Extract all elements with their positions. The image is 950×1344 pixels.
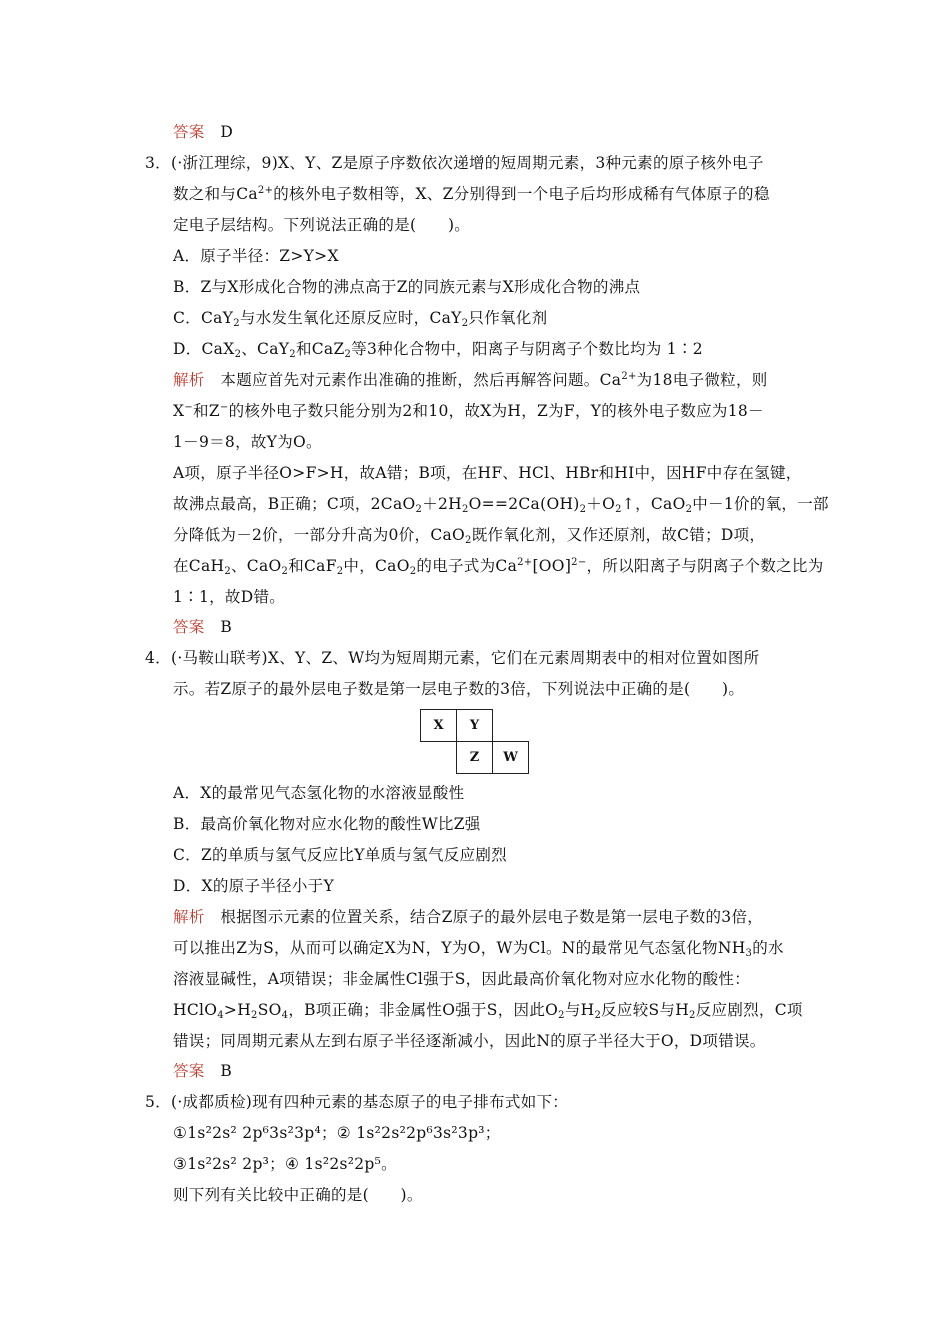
q4-solution-line-2: 可以推出Z为S，从而可以确定X为N，Y为O，W为Cl。N的最常见气态氢化物$NH_3$的水 — [173, 939, 784, 959]
q4-solution-line-1: 解析 根据图示元素的位置关系，结合Z原子的最外层电子数是第一层电子数的3倍， — [173, 908, 764, 926]
question-number: 4． — [145, 649, 171, 667]
cell-y: Y — [457, 710, 493, 742]
q5-config-line-1: ①1s²2s² 2p⁶3s²3p⁴；② 1s²2s²2p⁶3s²3p³； — [173, 1124, 501, 1142]
cell-z: Z — [457, 742, 493, 774]
answer-label: 答案 — [173, 1062, 205, 1080]
q3-solution-line-1: 解析 本题应首先对元素作出准确的推断，然后再解答问题。$Ca^{2+}$为18电子微粒，则 — [173, 371, 768, 389]
q3-option-c: C．CaY$_2$与水发生氧化还原反应时，CaY$_2$只作氧化剂 — [173, 309, 548, 329]
q3-solution-line-8: 1∶1，故D错。 — [173, 588, 286, 606]
q4-solution-line-5: 错误；同周期元素从左到右原子半径逐渐减小，因此N的原子半径大于O，D项错误。 — [173, 1032, 766, 1050]
q3-stem-line-1: 3．(·浙江理综，9)X、Y、Z是原子序数依次递增的短周期元素，3种元素的原子核外电子 — [145, 154, 764, 172]
q4-solution-line-3: 溶液显碱性，A项错误；非金属性Cl强于S，因此最高价氧化物对应水化物的酸性： — [173, 970, 751, 988]
question-number: 3． — [145, 154, 171, 172]
q4-option-b: B．最高价氧化物对应水化物的酸性W比Z强 — [173, 815, 481, 833]
answer-value: B — [220, 618, 233, 636]
periodic-table-fragment — [420, 709, 529, 774]
answer-value: D — [220, 123, 234, 141]
q4-option-d: D．X的原子半径小于Y — [173, 877, 334, 895]
q3-stem-line-3: 定电子层结构。下列说法正确的是( )。 — [173, 216, 471, 234]
q4-stem-line-1: 4．(·马鞍山联考)X、Y、Z、W均为短周期元素，它们在元素周期表中的相对位置如图所 — [145, 649, 760, 667]
q3-answer-line — [173, 616, 232, 638]
cell-empty — [493, 710, 529, 742]
cell-w: W — [493, 742, 529, 774]
q4-solution-line-4: $HClO_4>H_2SO_4$，B项正确；非金属性O强于S，因此$O_2$与$H_2$反应较S与$H_2$反应剧烈，C项 — [173, 1001, 803, 1021]
q5-stem-line-1: 5．(·成都质检)现有四种元素的基态原子的电子排布式如下： — [145, 1093, 569, 1111]
answer-label: 答案 — [173, 618, 205, 636]
question-number: 5． — [145, 1093, 171, 1111]
q3-solution-line-6: 分降低为－2价，一部分升高为0价，CaO$_2$既作氧化剂，又作还原剂，故C错；D项， — [173, 526, 766, 546]
q4-stem-line-2: 示。若Z原子的最外层电子数是第一层电子数的3倍，下列说法中正确的是( )。 — [173, 680, 745, 698]
q3-solution-line-4: A项，原子半径O>F>H，故A错；B项，在HF、HCl、HBr和HI中，因HF中存在氢键， — [173, 464, 802, 482]
cell-x: X — [421, 710, 457, 742]
cell-empty — [421, 742, 457, 774]
q3-option-a: A．原子半径：Z>Y>X — [173, 247, 339, 265]
q4-option-a: A．X的最常见气态氢化物的水溶液显酸性 — [173, 784, 465, 802]
q4-answer-line — [173, 1060, 232, 1082]
q5-config-line-2: ③1s²2s² 2p³；④ 1s²2s²2p⁵。 — [173, 1155, 397, 1173]
q3-option-b: B．Z与X形成化合物的沸点高于Z的同族元素与X形成化合物的沸点 — [173, 278, 641, 296]
answer-value: B — [220, 1062, 233, 1080]
q3-option-d: D．CaX$_2$、CaY$_2$和CaZ$_2$等3种化合物中，阳离子与阴离子个数比均为 1∶2 — [173, 340, 703, 360]
q5-stem-line-2: 则下列有关比较中正确的是( )。 — [173, 1186, 423, 1204]
solution-label: 解析 — [173, 908, 205, 926]
q3-solution-line-3: 1－9＝8，故Y为O。 — [173, 433, 322, 451]
q3-solution-line-7: 在CaH$_2$、CaO$_2$和CaF$_2$中，CaO$_2$的电子式为$Ca^{2+}[OO]^{2-}$，所以阳离子与阴离子个数之比为 — [173, 557, 824, 577]
solution-label: 解析 — [173, 371, 205, 389]
answer-label: 答案 — [173, 123, 205, 141]
q2-answer-line — [173, 121, 233, 143]
q3-stem-line-2: 数之和与$Ca^{2+}$的核外电子数相等，X、Z分别得到一个电子后均形成稀有气体原子的稳 — [173, 185, 770, 203]
q3-solution-line-2: X−和Z−的核外电子数只能分别为2和10，故X为H，Z为F，Y的核外电子数应为18－ — [173, 402, 764, 420]
q3-solution-line-5: 故沸点最高，B正确；C项，$2CaO_2+2H_2O==2Ca(OH)_2+O_2↑$，CaO$_2$中－1价的氧，一部 — [173, 495, 829, 515]
q4-option-c: C．Z的单质与氢气反应比Y单质与氢气反应剧烈 — [173, 846, 507, 864]
